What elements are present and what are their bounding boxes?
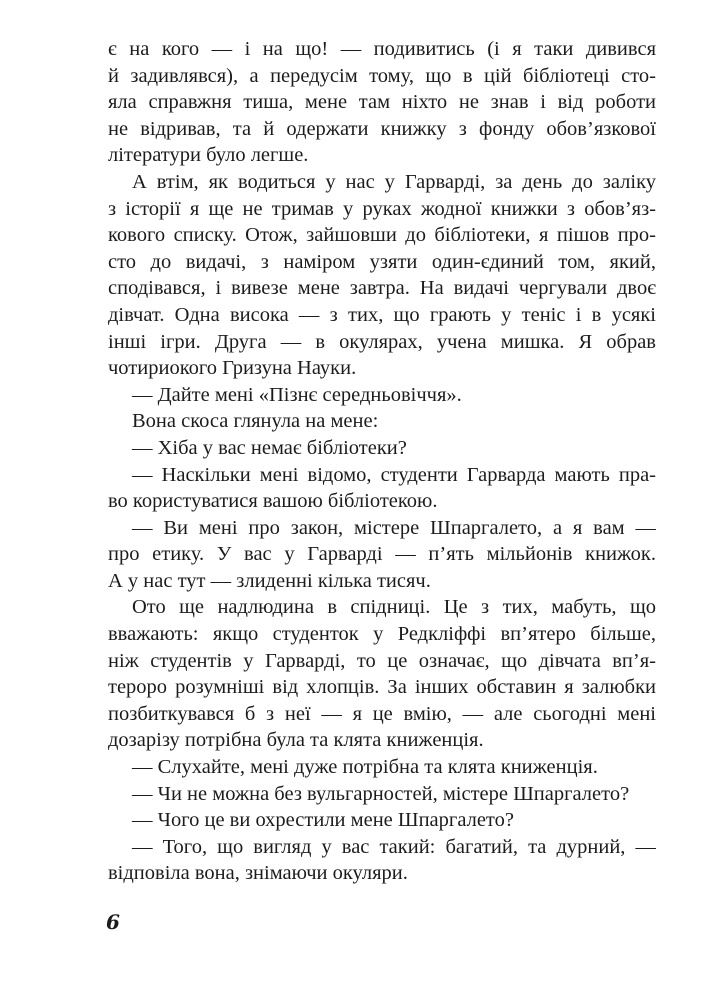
text-line: є на кого — і на що! — подивитись (і я таки дивився xyxy=(108,38,656,60)
text-line: відповіла вона, знімаючи окуляри. xyxy=(108,862,408,885)
text-line: сподівався, і вивезе мене завтра. На видачі чергували двоє xyxy=(108,277,656,300)
text-line: кового списку. Отож, зайшовши до бібліотеки, я пішов про- xyxy=(108,224,656,247)
text-line: вважають: якщо студенток у Редкліффі вп’ятеро більше, xyxy=(108,623,656,646)
text-line: Ото ще надлюдина в спідниці. Це з тих, мабуть, що xyxy=(132,596,656,619)
text-line: інші ігри. Друга — в окулярах, учена мишка. Я обрав xyxy=(108,330,656,353)
text-line: — Того, що вигляд у вас такий: багатий, та дурний, — xyxy=(132,835,656,858)
text-line: — Чи не можна без вульгарностей, містере Шпаргалето? xyxy=(132,782,630,805)
text-line: літератури було легше. xyxy=(108,144,309,167)
text-line: — Ви мені про закон, містере Шпаргалето, а я вам — xyxy=(132,516,656,539)
text-line: дівчат. Одна висока — з тих, що грають у теніс і в усякі xyxy=(108,303,656,326)
text-line: сто до видачі, з наміром узяти один-єдиний том, який, xyxy=(108,250,656,273)
text-line: А втім, як водиться у нас у Гарварді, за день до заліку xyxy=(132,170,656,193)
text-line: — Хіба у вас немає бібліотеки? xyxy=(132,436,407,459)
text-line: з історії я ще не тримав у руках жодної книжки з обов’яз- xyxy=(108,197,656,220)
text-line: й задивлявся), а передусім тому, що в цій бібліотеці сто- xyxy=(108,64,656,87)
page-number: 6 xyxy=(106,910,120,934)
text-line: яла справжня тиша, мене там ніхто не знав і від роботи xyxy=(108,91,656,114)
text-line: позбиткувався б з неї — я це вмію, — але сьогодні мені xyxy=(108,702,656,725)
text-line: дозарізу потрібна була та клята книженція. xyxy=(108,729,484,752)
text-line: Вона скоса глянула на мене: xyxy=(132,410,379,433)
text-line: — Дайте мені «Пізнє середньовіччя». xyxy=(132,383,462,406)
text-line: во користуватися вашою бібліотекою. xyxy=(108,490,438,513)
text-line: А у нас тут — злиденні кілька тисяч. xyxy=(108,569,431,592)
text-line: чотириокого Гризуна Науки. xyxy=(108,357,357,380)
text-line: — Наскільки мені відомо, студенти Гарварда мають пра- xyxy=(132,463,656,486)
page-body-text xyxy=(108,36,656,887)
text-line: — Чого це ви охрестили мене Шпаргалето? xyxy=(132,809,514,832)
text-line: не відривав, та й одержати книжку з фонду обов’язкової xyxy=(108,117,656,140)
text-line: тероро розумніші від хлопців. За інших обставин я залюбки xyxy=(108,676,656,699)
text-line: — Слухайте, мені дуже потрібна та клята книженція. xyxy=(132,756,598,779)
text-line: ніж студентів у Гарварді, то це означає, що дівчата вп’я- xyxy=(108,649,656,672)
text-line: про етику. У вас у Гарварді — п’ять мільйонів книжок. xyxy=(108,543,656,566)
